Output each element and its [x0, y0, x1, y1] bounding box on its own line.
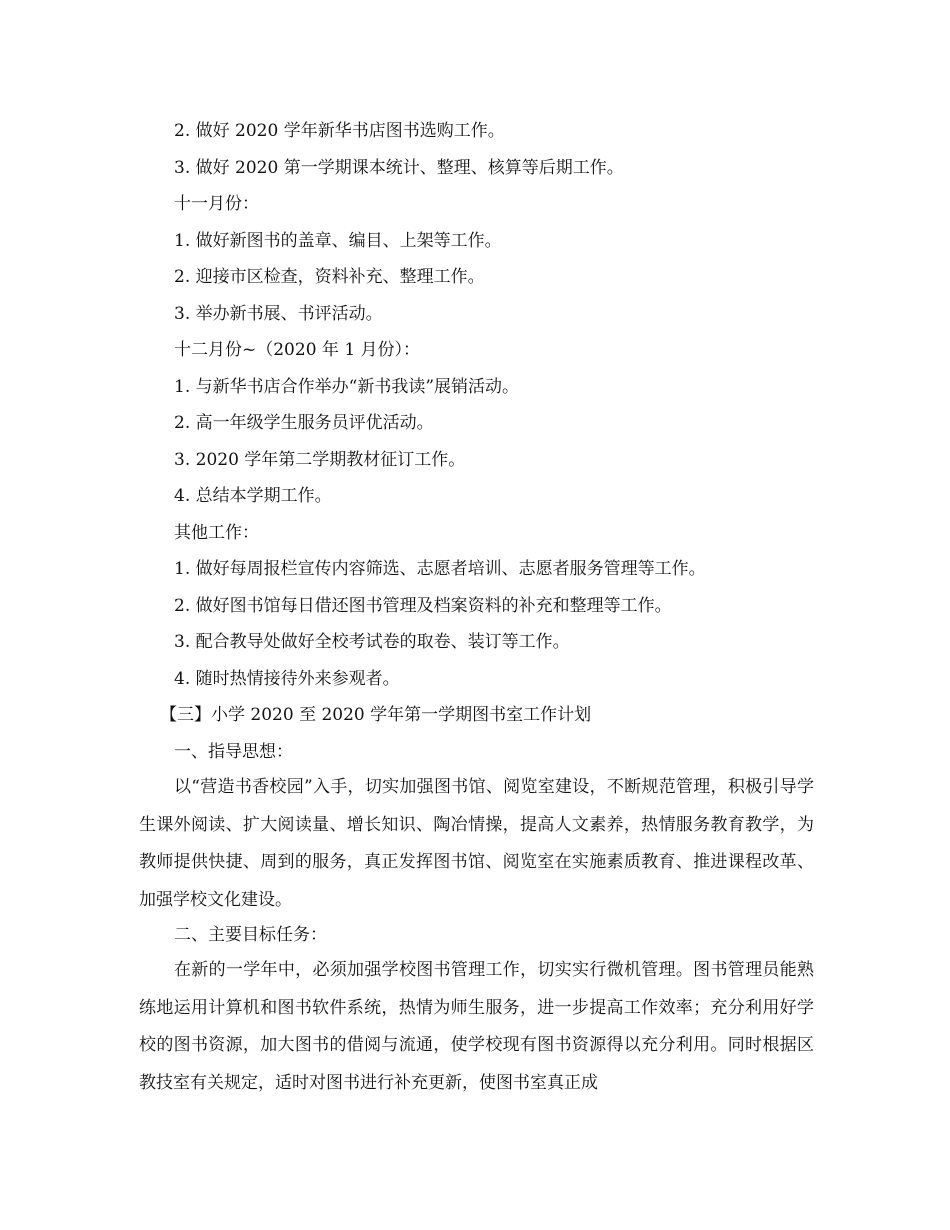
section-heading: 十二月份~（2020 年 1 月份）：	[174, 340, 421, 360]
paragraph-main-goals: 在新的一学年中，必须加强学校图书管理工作，切实实行微机管理。图书管理员能熟练地运用计算机和图书软件系统，热情为师生服务，进一步提高工作效率；充分利用好学校的图书资源，加大图书的借阅与流通，使学校现有图书资源得以充分利用。同时根据区教技室有关规定，适时对图书进行补充更新，使图书室真正成	[139, 960, 814, 1093]
text-line: 1. 做好新图书的盖章、编目、上架等工作。	[174, 231, 502, 251]
text-line: 4. 随时热情接待外来参观者。	[174, 669, 400, 689]
text-line: 2. 做好 2020 学年新华书店图书选购工作。	[174, 121, 505, 141]
document-title: 【三】小学 2020 至 2020 学年第一学期图书室工作计划	[160, 705, 592, 725]
section-heading: 一、指导思想：	[174, 742, 293, 762]
text-line: 3. 举办新书展、书评活动。	[174, 304, 383, 324]
section-heading: 二、主要目标任务：	[174, 925, 327, 945]
text-line: 3. 配合教导处做好全校考试卷的取卷、装订等工作。	[174, 632, 570, 652]
paragraph-guiding-thoughts: 以“营造书香校园”入手，切实加强图书馆、阅览室建设，不断规范管理，积极引导学生课外阅读、扩大阅读量、增长知识、陶冶情操，提高人文素养，热情服务教育教学，为教师提供快捷、周到的服务，真正发挥图书馆、阅览室在实施素质教育、推进课程改革、加强学校文化建设。	[139, 777, 814, 910]
section-heading: 十一月份：	[174, 194, 259, 214]
text-line: 2. 做好图书馆每日借还图书管理及档案资料的补充和整理等工作。	[174, 596, 672, 616]
text-line: 2. 高一年级学生服务员评优活动。	[174, 413, 434, 433]
text-line: 1. 做好每周报栏宣传内容筛选、志愿者培训、志愿者服务管理等工作。	[174, 559, 706, 579]
text-line: 2. 迎接市区检查，资料补充、整理工作。	[174, 267, 485, 287]
text-line: 3. 2020 学年第二学期教材征订工作。	[174, 450, 466, 470]
section-heading: 其他工作：	[174, 523, 259, 543]
text-line: 1. 与新华书店合作举办“新书我读”展销活动。	[174, 377, 520, 397]
text-line: 4. 总结本学期工作。	[174, 486, 332, 506]
text-line: 3. 做好 2020 第一学期课本统计、整理、核算等后期工作。	[174, 158, 624, 178]
